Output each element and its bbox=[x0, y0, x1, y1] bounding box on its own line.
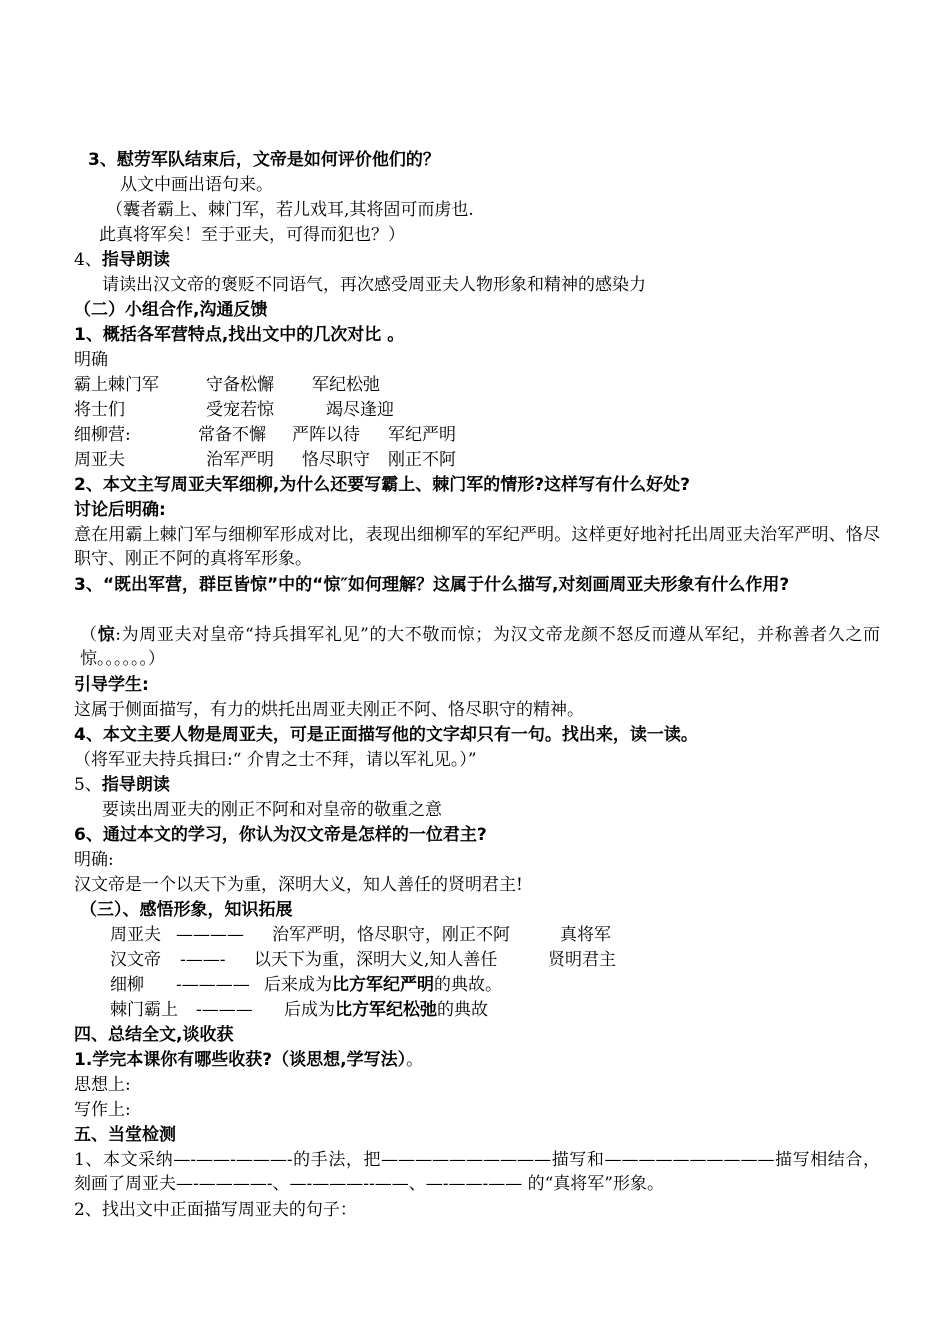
section-heading-2: （二）小组合作,沟通反馈 bbox=[74, 300, 268, 320]
answer-label: 思想上: bbox=[74, 1075, 131, 1095]
image-title: 真将军 bbox=[560, 925, 611, 945]
answer-label: 明确 bbox=[74, 350, 108, 370]
answer-paragraph: 这属于侧面描写，有力的烘托出周亚夫刚正不阿、恪尽职守的精神。 bbox=[74, 700, 584, 720]
instruction-text: 从文中画出语句来。 bbox=[120, 175, 273, 195]
image-title: 贤明君主 bbox=[548, 950, 616, 970]
image-idiom: 后来成为比方军纪严明的典故。 bbox=[264, 975, 502, 995]
table-cell: 治军严明 bbox=[206, 450, 274, 470]
table-cell: 细柳营: bbox=[74, 425, 131, 445]
question-3b: 3、“既出军营，群臣皆惊”中的“惊″如何理解？这属于什么描写,对刻画周亚夫形象有什么作用? bbox=[74, 575, 790, 595]
table-cell: 军纪严明 bbox=[388, 425, 456, 445]
answer-label: 讨论后明确: bbox=[74, 500, 166, 520]
table-cell: 刚正不阿 bbox=[388, 450, 456, 470]
image-name: 周亚夫 bbox=[110, 925, 161, 945]
reading-guide: 要读出周亚夫的刚正不阿和对皇帝的敬重之意 bbox=[102, 800, 442, 820]
question-2: 2、本文主写周亚夫军细柳,为什么还要写霸上、棘门军的情形?这样写有什么好处? bbox=[74, 475, 691, 495]
question-3: 3、慰劳军队结束后，文帝是如何评价他们的？ bbox=[88, 150, 440, 170]
reading-guide: 请读出汉文帝的褒贬不同语气，再次感受周亚夫人物形象和精神的感染力 bbox=[102, 275, 646, 295]
guide-label: 引导学生: bbox=[74, 675, 149, 695]
table-cell: 受宠若惊 bbox=[206, 400, 274, 420]
answer-label: 写作上: bbox=[74, 1100, 131, 1120]
image-dash: -———— bbox=[176, 975, 250, 995]
table-cell: 军纪松弛 bbox=[312, 375, 380, 395]
quote-line: （将军亚夫持兵揖曰:“ 介胄之士不拜，请以军礼见。）” bbox=[74, 750, 477, 770]
answer-paragraph: （惊:为周亚夫对皇帝“持兵揖军礼见”的大不敬而惊；为汉文帝龙颜不怒反而遵从军纪，并称善者久之而惊。。。。。。） bbox=[80, 625, 881, 669]
table-cell: 周亚夫 bbox=[74, 450, 125, 470]
quote-line: （囊者霸上、棘门军，若儿戏耳,其将固可而虏也. bbox=[106, 200, 474, 220]
quiz-question-2: 2、找出文中正面描写周亚夫的句子： bbox=[74, 1200, 357, 1220]
section-heading-3: （三）、感悟形象，知识拓展 bbox=[80, 900, 293, 920]
step-5: 5、指导朗读 bbox=[74, 775, 170, 795]
quiz-question-1: 1、本文采纳—-——-———-的手法，把——————————描写和——————————描写相结合，刻画了周亚夫—-————-、—-———--——、—-——-—— 的“真将军”形象。 bbox=[74, 1150, 880, 1194]
table-cell: 常备不懈 bbox=[198, 425, 266, 445]
table-cell: 恪尽职守 bbox=[302, 450, 370, 470]
question-6: 6、通过本文的学习，你认为汉文帝是怎样的一位君主? bbox=[74, 825, 487, 845]
image-dash: -——— bbox=[196, 1000, 253, 1020]
answer-label: 明确: bbox=[74, 850, 114, 870]
image-traits: 以天下为重，深明大义,知人善任 bbox=[254, 950, 498, 970]
question-4: 4、本文主要人物是周亚夫，可是正面描写他的文字却只有一句。找出来，读一读。 bbox=[74, 725, 698, 745]
table-cell: 守备松懈 bbox=[206, 375, 274, 395]
image-traits: 治军严明，恪尽职守，刚正不阿 bbox=[272, 925, 510, 945]
table-cell: 霸上棘门军 bbox=[74, 375, 159, 395]
question-1: 1、概括各军营特点,找出文中的几次对比 。 bbox=[74, 325, 405, 345]
summary-question: 1.学完本课你有哪些收获?（谈思想,学写法）。 bbox=[74, 1050, 424, 1070]
image-name: 棘门霸上 bbox=[110, 1000, 178, 1020]
table-cell: 竭尽逢迎 bbox=[326, 400, 394, 420]
section-heading-4: 四、总结全文,谈收获 bbox=[74, 1025, 234, 1045]
image-dash: -——- bbox=[180, 950, 226, 970]
answer-paragraph: 汉文帝是一个以天下为重，深明大义，知人善任的贤明君主! bbox=[74, 875, 523, 895]
section-heading-5: 五、当堂检测 bbox=[74, 1125, 176, 1145]
quote-line: 此真将军矣！至于亚夫，可得而犯也？） bbox=[99, 225, 405, 245]
image-idiom: 后成为比方军纪松弛的典故 bbox=[284, 1000, 488, 1020]
image-name: 细柳 bbox=[110, 975, 144, 995]
answer-paragraph: 意在用霸上棘门军与细柳军形成对比，表现出细柳军的军纪严明。这样更好地衬托出周亚夫治军严明、恪尽职守、刚正不阿的真将军形象。 bbox=[74, 525, 880, 569]
table-cell: 严阵以待 bbox=[292, 425, 360, 445]
image-name: 汉文帝 bbox=[110, 950, 161, 970]
image-dash: ———— bbox=[176, 925, 244, 945]
table-cell: 将士们 bbox=[74, 400, 125, 420]
step-4: 4、指导朗读 bbox=[74, 250, 170, 270]
